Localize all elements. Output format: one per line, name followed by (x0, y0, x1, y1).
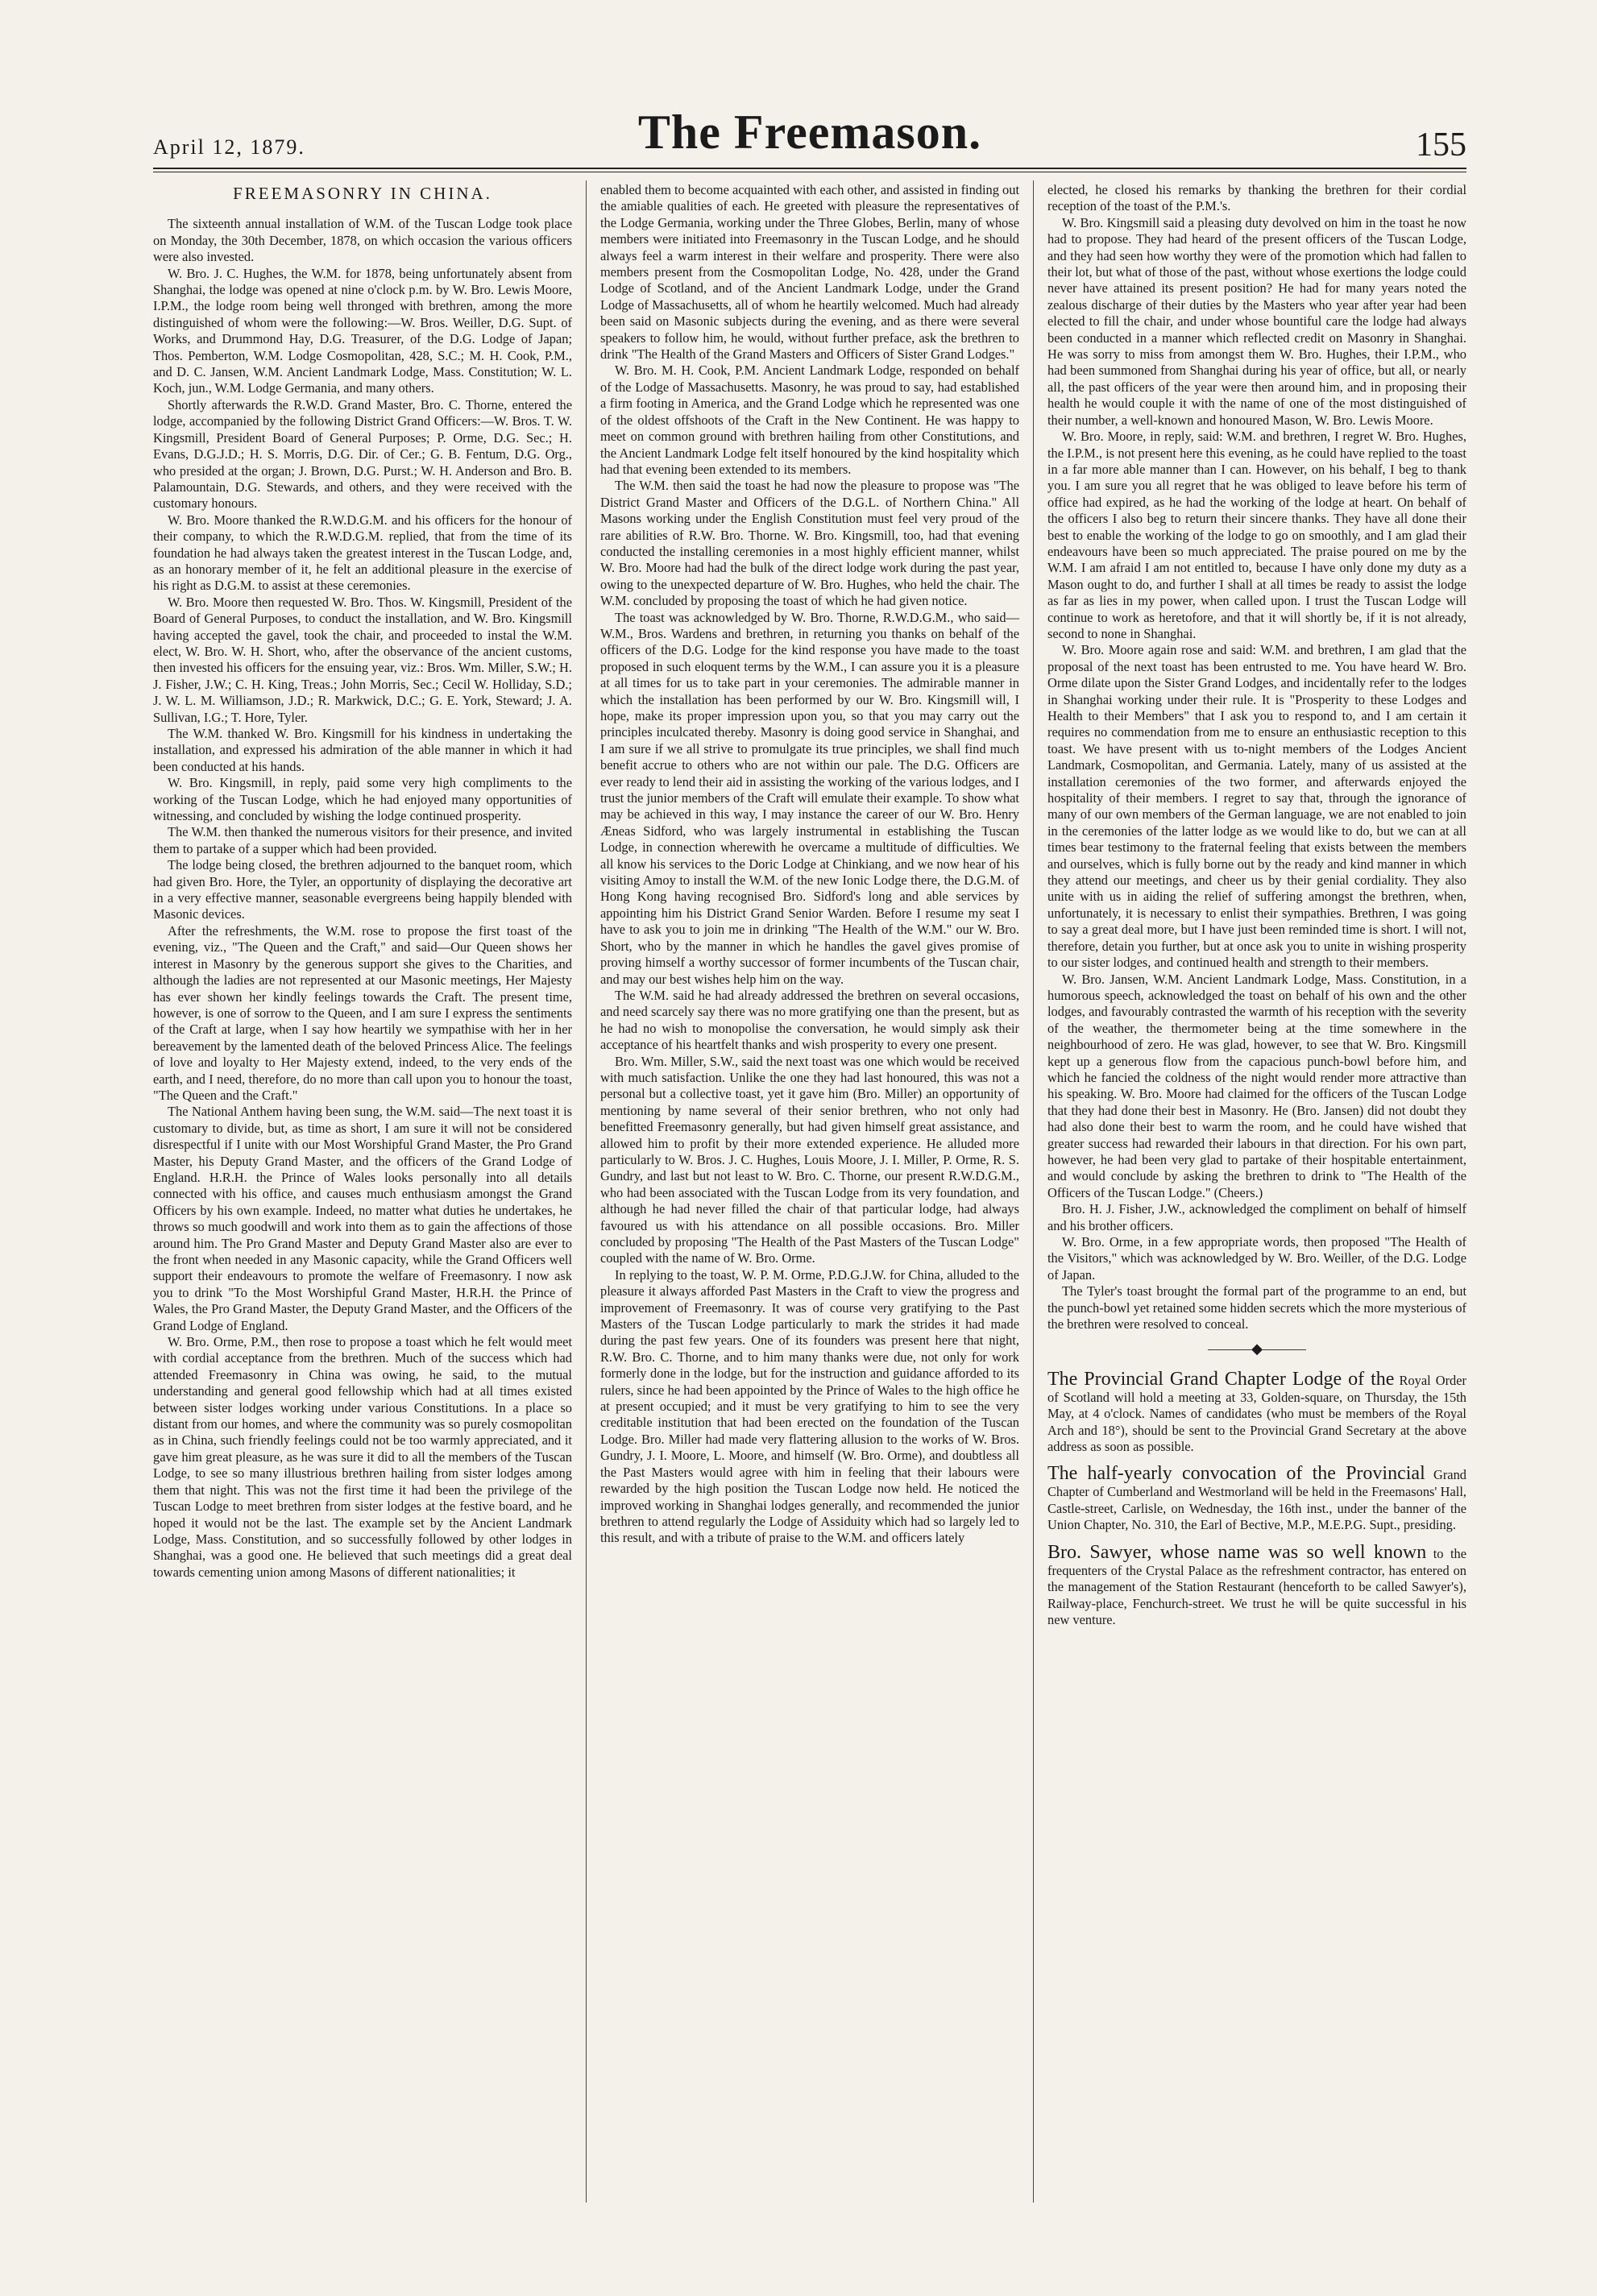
notices (1047, 1369, 1466, 1628)
masthead-rule (153, 168, 1466, 169)
article-title: FREEMASONRY IN CHINA. (233, 184, 492, 203)
column-3 (1047, 182, 1466, 1636)
paragraph: The W.M. thanked W. Bro. Kingsmill for his kindness in undertaking the installation, and expressed his admiration of the able manner in which it had been conducted at his hands. (153, 726, 572, 774)
paragraph: W. Bro. Kingsmill, in reply, paid some very high compliments to the working of the Tuscan Lodge, which he had enjoyed many opportunities of witnessing, and concluded by wishing the lodge continued prosperity. (153, 775, 572, 824)
column-1-body (153, 216, 572, 1581)
notice-lead: Bro. Sawyer, whose name was so well known (1047, 1541, 1427, 1563)
issue-date: April 12, 1879. (153, 135, 305, 159)
paragraph: After the refreshments, the W.M. rose to propose the first toast of the evening, viz., "The Queen and the Craft," and said—Our Queen shows her interest in Masonry by the generous support she gives to the Charities, and although the ladies are not represented at our Masonic meetings, Her Majesty has ever shown her kindly feelings towards the Craft. The present time, however, is one of sorrow to the Queen, and I am sure I express the sentiments of the Craft at large, when I say how heartily we sympathise with her in her bereavement by the lamented death of the beloved Princess Alice. The feelings of love and loyalty to Her Majesty extend, indeed, to the very ends of the earth, and I need, therefore, do no more than call upon you to honour the toast, "The Queen and the Craft." (153, 922, 572, 1103)
paragraph: W. Bro. Moore then requested W. Bro. Thos. W. Kingsmill, President of the Board of General Purposes, to conduct the installation, and W. Bro. Kingsmill having accepted the gavel, took the chair, and proceeded to instal the W.M. elect, W. Bro. W. H. Short, who, after the observance of the ancient customs, then invested his officers for the ensuing year, viz.: Bros. Wm. Miller, S.W.; H. J. Fisher, J.W.; C. H. King, Treas.; John Morris, Sec.; Cecil W. Holliday, S.D.; J. W. L. M. Williamson, J.D.; R. Markwick, D.C.; G. E. York, Steward; J. A. Sullivan, I.G.; T. Hore, Tyler. (153, 594, 572, 725)
paragraph: The W.M. then thanked the numerous visitors for their presence, and invited them to partake of a supper which had been provided. (153, 824, 572, 856)
paragraph: W. Bro. Moore thanked the R.W.D.G.M. and his officers for the honour of their company, to which the R.W.D.G.M. replied, that from the time of its foundation he had always taken the greatest interest in the Tuscan Lodge, and, as an honorary member of it, he felt an additional pleasure in the exercise of his right as D.G.M. to assist at these ceremonies. (153, 512, 572, 594)
paragraph: Bro. H. J. Fisher, J.W., acknowledged the compliment on behalf of himself and his brother officers. (1047, 1201, 1466, 1233)
notice-item (1047, 1463, 1466, 1533)
paragraph: The lodge being closed, the brethren adjourned to the banquet room, which had given Bro. Hore, the Tyler, an opportunity of displaying the decorative art in a very effective manner, seasonable evergreens being happily blended with Masonic devices. (153, 857, 572, 922)
paragraph: The Tyler's toast brought the formal part of the programme to an end, but the punch-bowl yet retained some hidden secrets which the more mysterious of the brethren were resolved to conceal. (1047, 1283, 1466, 1332)
paragraph: The sixteenth annual installation of W.M. of the Tuscan Lodge took place on Monday, the 30th December, 1878, on which occasion the various officers were also invested. (153, 216, 572, 265)
notice-item (1047, 1369, 1466, 1456)
page-number: 155 (1416, 126, 1466, 164)
notice-lead: The half-yearly convocation of the Provincial (1047, 1463, 1425, 1485)
section-separator-ornament: ———◆——— (1208, 1341, 1306, 1357)
paragraph: Bro. Wm. Miller, S.W., said the next toast was one which would be received with much satisfaction. Unlike the one they had last honoured, this was not a personal but a collective toast, yet it gave him (Bro. Miller) an opportunity of mentioning by name several of their senior brethren, who not only had benefitted Freemasonry generally, but had given himself great assistance, and allowed him to profit by their more extended experience. He alluded more particularly to W. Bros. J. C. Hughes, Louis Moore, J. I. Miller, P. Orme, R. S. Gundry, and last but not least to W. Bro. C. Thorne, our present R.W.D.G.M., who had been associated with the Tuscan Lodge from its very foundation, and although he had never filled the chair of that particular lodge, had always favoured us with his attendance on all possible occasions. Bro. Miller concluded by proposing "The Health of the Past Masters of the Tuscan Lodge" coupled with the name of W. Bro. Orme. (600, 1053, 1019, 1266)
notice-body: Royal Order of Scotland will hold a meeting at 33, Golden-square, on Thursday, the 15th May, at 4 o'clock. Names of candidates (who must be members of the Royal Arch and 18°), should be sent to the Provincial Grand Secretary at the above address as soon as possible. (1047, 1372, 1466, 1455)
paragraph: The National Anthem having been sung, the W.M. said—The next toast it is customary to divide, but, as time as short, I am sure it will not be considered disrespectful if I unite with our Most Worshipful Grand Master, the Pro Grand Master, his Deputy Grand Master, and the officers of the Grand Lodge of England. H.R.H. the Prince of Wales looks personally into all details connected with his office, and causes much enthusiasm amongst the Grand Officers by his own example. Indeed, no matter what duties he undertakes, he throws so much goodwill and work into them as to gain the affections of those around him. The Pro Grand Master and Deputy Grand Master also are ever to the front when needed in any Masonic capacity, while the Grand Officers well support their endeavours to promote the welfare of Freemasonry. I now ask you to drink "To the Most Worshipful Grand Master, H.R.H. the Prince of Wales, the Pro Grand Master, the Deputy Grand Master, and the Officers of the Grand Lodge of England. (153, 1104, 572, 1333)
notice-body: to the frequenters of the Crystal Palace as the refreshment contractor, has entered on the management of the Station Restaurant (henceforth to be called Sawyer's), Railway-place, Fenchurch-street. We trust he will be quite successful in his new venture. (1047, 1545, 1466, 1627)
paragraph: W. Bro. Moore, in reply, said: W.M. and brethren, I regret W. Bro. Hughes, the I.P.M., is not present here this evening, as he could have replied to the toast in a far more able manner than I can. However, on his behalf, I beg to thank you. I am sure you all regret that he was obliged to leave before his term of office had expired, as he had the working of the lodge at heart. On behalf of the officers I also beg to return their sincere thanks. They have all done their best to enable the working of the lodge to go on smoothly, and I am glad their endeavours have been so much appreciated. The praise poured on me by the W.M. I am afraid I am not entitled to, because I have only done my duty as a Mason ought to do, and further I shall at all times be ready to assist the lodge as far as lies in my power, when called upon. I trust the Tuscan Lodge will continue to work as heretofore, and that it will shortly be, if it is not already, second to none in Shanghai. (1047, 429, 1466, 641)
paragraph: enabled them to become acquainted with each other, and assisted in finding out the amiable qualities of each. He greeted with pleasure the representatives of the Lodge Germania, working under the Three Globes, Berlin, many of whose members were initiated into Freemasonry in the Tuscan Lodge, and he should always feel a warm interest in their welfare and prosperity. There were also members present from the Cosmopolitan Lodge, No. 428, under the Grand Lodge of Scotland, and of the Ancient Landmark Lodge, under the Grand Lodge of Massachusetts, all of whom he heartily welcomed. Much had already been said on Masonic subjects during the evening, and as there were several speakers to follow him, he would, without further preface, ask the brethren to drink "The Health of the Grand Masters and Officers of Sister Grand Lodges." (600, 182, 1019, 363)
paragraph: W. Bro. Kingsmill said a pleasing duty devolved on him in the toast he now had to propose. They had heard of the present officers of the Tuscan Lodge, and they had seen how worthy they were of the promotion which had fallen to their lot, but what of those of the past, without whose exertions the lodge could never have attained its present position? He had for many years noted the zealous discharge of their duties by the Masters who year after year had been elected to fill the chair, and under whose bountiful care the lodge had always been conducted in a manner which reflected credit on Masonry in Shanghai. He was sorry to miss from amongst them W. Bro. Hughes, their I.P.M., who had been summoned from Shanghai during his year of office, but all, or nearly all, the past officers of the year were then around him, and in proposing their health he would couple it with the name of one of the most distinguished of their number, a well-known and honoured Mason, W. Bro. Lewis Moore. (1047, 214, 1466, 428)
paragraph: W. Bro. M. H. Cook, P.M. Ancient Landmark Lodge, responded on behalf of the Lodge of Massachusetts. Masonry, he was proud to say, had established a firm footing in America, and the Grand Lodge which he represented was one of the oldest offshoots of the Craft in the New Continent. He was happy to meet on common ground with brethren hailing from other Constitutions, and the Ancient Landmark Lodge felt itself honoured by the kind hospitality which had that evening been extended to its members. (600, 363, 1019, 477)
column-divider-1 (586, 180, 587, 2203)
notice-item (1047, 1542, 1466, 1629)
masthead (153, 105, 1466, 164)
paragraph: W. Bro. Jansen, W.M. Ancient Landmark Lodge, Mass. Constitution, in a humorous speech, acknowledged the toast on behalf of his own and the other lodges, and favourably contrasted the warmth of his reception with the severity of the weather, the thermometer being at the time somewhere in the neighbourhood of zero. He was glad, however, to see that W. Bro. Kingsmill kept up a generous flow from the capacious punch-bowl before him, and which he fancied the coldness of the night would render more attractive than his speaking. W. Bro. Moore had claimed for the officers of the Tuscan Lodge that they had done their best in Masonry. He (Bro. Jansen) did not doubt they had also done their best to warm the room, and he could have wished that greater success had rewarded their labours in that direction. For his own part, however, he had been very glad to partake of their hospitable entertainment, and would conclude by asking the brethren to drink to "The Health of the Officers of the Tuscan Lodge." (Cheers.) (1047, 971, 1466, 1200)
notice-body: Grand Chapter of Cumberland and Westmorland will be held in the Freemasons' Hall, Castle-street, Carlisle, on Wednesday, the 16th inst., under the banner of the Union Chapter, No. 310, the Earl of Bective, M.P., M.E.P.G. Supt., presiding. (1047, 1467, 1466, 1533)
column-divider-2 (1033, 180, 1034, 2203)
paragraph: W. Bro. J. C. Hughes, the W.M. for 1878, being unfortunately absent from Shanghai, the lodge was opened at nine o'clock p.m. by W. Bro. Lewis Moore, I.P.M., the lodge room being well thronged with brethren, among the more distinguished of whom were the following:—W. Bros. Weiller, D.G. Supt. of Works, and Drummond Hay, D.G. Treasurer, of the D.G. Lodge of Japan; Thos. Pemberton, W.M. Lodge Cosmopolitan, 428, S.C.; M. H. Cook, P.M., and D. C. Jansen, W.M. Ancient Landmark Lodge, Mass. Constitution; W. L. Koch, jun., W.M. Lodge Germania, and many others. (153, 265, 572, 396)
paragraph: elected, he closed his remarks by thanking the brethren for their cordial reception of the toast of the P.M.'s. (1047, 182, 1466, 214)
column-2 (600, 182, 1019, 1547)
paragraph: W. Bro. Orme, in a few appropriate words, then proposed "The Health of the Visitors," which was acknowledged by W. Bro. Weiller, of the D.G. Lodge of Japan. (1047, 1234, 1466, 1283)
paragraph: In replying to the toast, W. P. M. Orme, P.D.G.J.W. for China, alluded to the pleasure it always afforded Past Masters in the Craft to view the progress and improvement of Freemasonry. It was of course very gratifying to the Past Masters of the Tuscan Lodge particularly to mark the strides it had made during the past few years. One of its founders was present here that night, R.W. Bro. C. Thorne, and to him many thanks were due, not only for work formerly done in the lodge, but for the instruction and guidance afforded to its rulers, since he had been appointed by the Prince of Wales to the high office he at present occupied; and it must be very gratifying to him to see the very creditable institution that had been erected on the foundation of the Tuscan Lodge. Bro. Miller had made very flattering allusion to the works of W. Bros. Gundry, J. I. Moore, L. Moore, and himself (W. Bro. Orme), and doubtless all the Past Masters would agree with him in feeling that their labours were rewarded by the high position the Tuscan Lodge now held. He noticed the improved working in Shanghai lodges generally, and recommended the junior brethren to attend regularly the Lodge of Assiduity which had so largely led to this result, and with a tribute of praise to the W.M. and officers lately (600, 1266, 1019, 1546)
paragraph: The toast was acknowledged by W. Bro. Thorne, R.W.D.G.M., who said—W.M., Bros. Wardens and brethren, in returning you thanks on behalf of the officers of the D.G. Lodge for the kind response you have made to the toast proposed in such eloquent terms by the W.M., I can assure you it is a pleasure at all times for us to take part in your ceremonies. The admirable manner in which the installation has been performed by our W. Bro. Kingsmill will, I hope, make its proper impression upon you, so that you may carry out the principles inculcated thereby. Masonry is doing good service in Shanghai, and I am sure if we all strive to promulgate its true principles, we shall find much benefit accrue to others who are not within our pale. The D.G. Officers are ever ready to lend their aid in assisting the working of the various lodges, and I trust the junior members of the Craft will emulate their example. To show what may be achieved in this way, I may instance the career of our W. Bro. Henry Æneas Sidford, who was largely instrumental in establishing the Tuscan Lodge, in connection wherewith he overcame a multitude of difficulties. We all know his services to the Doric Lodge at Chinkiang, and we now hear of his visiting Amoy to install the W.M. of the new Ionic Lodge there, the D.G.M. of Hong Kong having recognised Bro. Sidford's long and able services by appointing him his District Grand Senior Warden. Before I resume my seat I have to ask you to join me in drinking "The Health of the W.M." our W. Bro. Short, who by the manner in which he handles the gavel gives promise of proving himself a worthy successor of former incumbents of the Tuscan chair, and may our best wishes help him on the way. (600, 609, 1019, 987)
notice-lead: The Provincial Grand Chapter Lodge of the (1047, 1368, 1395, 1390)
paragraph: The W.M. then said the toast he had now the pleasure to propose was "The District Grand Master and Officers of the D.G.L. of Northern China." All Masons working under the English Constitution must feel very proud of the rare abilities of R.W. Bro. Thorne. W. Bro. Kingsmill, too, had that evening conducted the installing ceremonies in a most highly efficient manner, whilst W. Bro. Moore had had the bulk of the direct lodge work during the past year, owing to the unexpected departure of W. Bro. Hughes, who held the chair. The W.M. concluded by proposing the toast of which he had given notice. (600, 478, 1019, 609)
paragraph: The W.M. said he had already addressed the brethren on several occasions, and need scarcely say there was no more gratifying one than the present, but as he had no wish to monopolise the conversation, he would simply ask their acceptance of his heartfelt thanks and wish prosperity to every one present. (600, 987, 1019, 1053)
paragraph: W. Bro. Moore again rose and said: W.M. and brethren, I am glad that the proposal of the next toast has been entrusted to me. You have heard W. Bro. Orme dilate upon the Sister Grand Lodges, and incidentally refer to the lodges in Shanghai working under their rule. It is "Prosperity to these Lodges and Health to their Members" that I ask you to respond to, and I am certain it requires no commendation from me to ensure an enthusiastic reception to this toast. We have present with us to-night members of the Lodges Ancient Landmark, Cosmopolitan, and Germania. Lately, many of us assisted at the installation ceremonies of the two former, and afterwards enjoyed the hospitality of their members. I regret to say that, through the ignorance of many of our own members of the German language, we are not enabled to join in the ceremonies of the latter lodge as we would like to do, but we can at all times bear testimony to the fraternal feeling that exists between the members and ourselves, which is fully borne out by the ready and kind manner in which they attend our meetings, and cheer us by their genial cordiality. They also unite with us in aiding the relief of suffering amongst the brethren, when, unfortunately, it is necessary to enlist their sympathies. Brethren, I was going to say a great deal more, but I have just been reminded time is short. I will not, therefore, detain you further, but at once ask you to unite in wishing prosperity to our sister lodges, and continued health and strength to their members. (1047, 642, 1466, 971)
paragraph: W. Bro. Orme, P.M., then rose to propose a toast which he felt would meet with cordial acceptance from the brethren. Much of the success which had attended Freemasonry in China was owing, he said, to the mutual understanding and general good fellowship which had at all times existed between sister lodges working under various Constitutions. In a place so distant from our homes, and where the community was so purely cosmopolitan as in China, such friendly feelings could not be too warmly appreciated, and it gave him great pleasure, as he was sure it did to all the members of the Tuscan Lodge, to see so many illustrious brethren hailing from sister lodges among them that night. This was not the first time it had been the privilege of the Tuscan Lodge to meet brethren from sister lodges at the festive board, and he hoped it would not be the last. The example set by the Ancient Landmark Lodge, Mass. Constitution, and so successfully followed by other lodges in Shanghai, was a good one. He believed that such meetings did a great deal towards cementing union among Masons of different nationalities; it (153, 1334, 572, 1580)
newspaper-title: The Freemason. (637, 106, 982, 159)
column-1 (153, 182, 572, 1581)
paragraph: Shortly afterwards the R.W.D. Grand Master, Bro. C. Thorne, entered the lodge, accompanied by the following District Grand Officers:—W. Bros. T. W. Kingsmill, President Board of General Purposes; P. Orme, D.G. Sec.; H. Evans, D.G.J.D.; H. S. Morris, D.G. Dir. of Cer.; G. B. Fentum, D.G. Org., who presided at the organ; J. Brown, D.G. Purst.; W. H. Anderson and Bro. B. Palamountain, D.G. Stewards, and others, and they were received with the customary honours. (153, 396, 572, 512)
